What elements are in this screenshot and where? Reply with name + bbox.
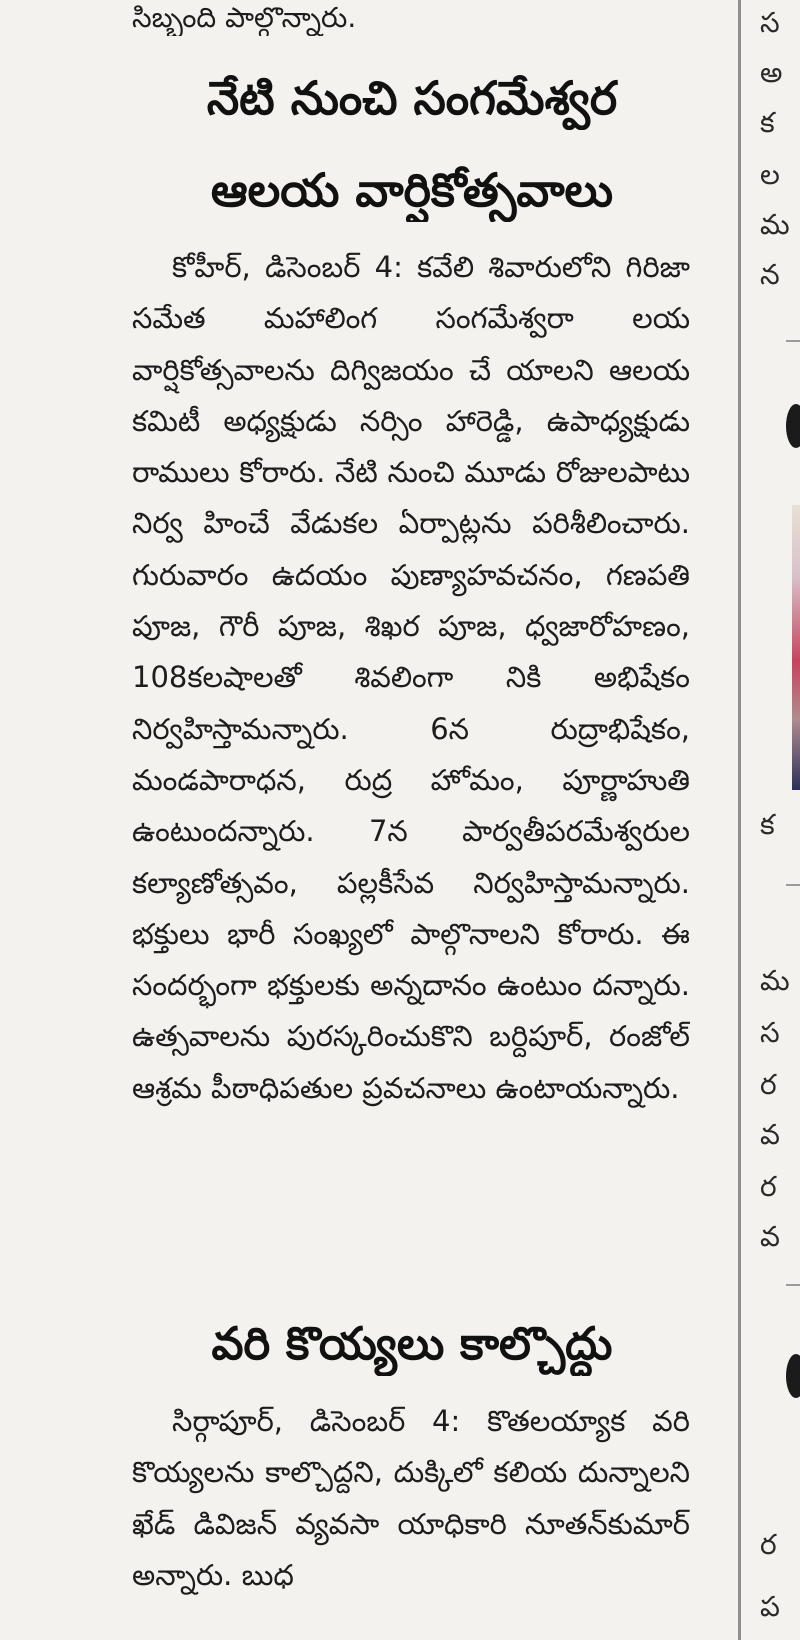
adjacent-glyph: స	[760, 6, 780, 39]
adjacent-glyph: ప	[760, 1590, 780, 1623]
article-column	[132, 0, 692, 1640]
column-divider	[738, 0, 741, 1640]
adjacent-glyph: న	[760, 258, 780, 291]
adjacent-glyph: క	[760, 106, 775, 139]
second-article-body	[132, 1396, 690, 1640]
adjacent-divider	[786, 340, 800, 342]
adjacent-glyph: మ	[760, 964, 790, 997]
article-body	[132, 242, 690, 1282]
adjacent-glyph: ర	[760, 1068, 777, 1101]
second-headline: వరి కొయ్యలు కాల్చొద్దు	[211, 1317, 613, 1370]
adjacent-glyph: వ	[760, 1118, 780, 1151]
adjacent-glyph: స	[760, 1016, 780, 1049]
adjacent-bullet-icon	[786, 1354, 800, 1398]
headline-line-1: నేటి నుంచి సంగమేశ్వర	[206, 71, 618, 125]
adjacent-glyph: అ	[760, 56, 783, 89]
adjacent-glyph: ర	[760, 1170, 777, 1203]
adjacent-glyph: ల	[760, 158, 780, 191]
adjacent-bullet-icon	[786, 404, 800, 448]
adjacent-column-edge	[752, 0, 800, 1640]
adjacent-glyph: ర	[760, 1528, 777, 1561]
previous-article-tail: సిబ్బంది పాల్గొన్నారు.	[132, 1, 357, 34]
adjacent-divider	[786, 884, 800, 886]
second-article-body-text: సిర్గాపూర్, డిసెంబర్ 4: కొతలయ్యాక వరి కొయ్యలను కాల్చొద్దని, దుక్కిలో కలియ దున్నాలని ఖేడ్ డివిజన్ వ్యవసా యాధికారి నూతన్‌కుమార్ అన్నారు. బుధ	[132, 1404, 690, 1592]
adjacent-divider	[786, 1284, 800, 1286]
adjacent-glyph: క	[760, 808, 775, 841]
adjacent-glyph: మ	[760, 208, 790, 241]
adjacent-photo	[792, 505, 800, 790]
adjacent-glyph: వ	[760, 1220, 780, 1253]
headline-line-2: ఆలయ వార్షికోత్సవాలు	[210, 163, 614, 217]
article-body-text: కోహీర్, డిసెంబర్ 4: కవేలి శివారులోని గిరిజా సమేత మహాలింగ సంగమేశ్వరా లయ వార్షికోత్సవాలను దిగ్విజయం చే యాలని ఆలయ కమిటీ అధ్యక్షుడు నర్సిం హారెడ్డి, ఉపాధ్యక్షుడు రాములు కోరారు. నేటి నుంచి మూడు రోజులపాటు నిర్వ హించే వేడుకల ఏర్పాట్లను పరిశీలించారు. గురువారం ఉదయం పుణ్యాహవచనం, గణపతి పూజ, గౌరీ పూజ, శిఖర పూజ, ధ్వజారోహణం, 108కలషాలతో శివలింగా నికి అభిషేకం నిర్వహిస్తామన్నారు. 6న రుద్రాభిషేకం, మండపారాధన, రుద్ర హోమం, పూర్ణాహుతి ఉంటుందన్నారు. 7న పార్వతీపరమేశ్వరుల కల్యాణోత్సవం, పల్లకీసేవ నిర్వహిస్తామన్నారు. భక్తులు భారీ సంఖ్యలో పాల్గొనాలని కోరారు. ఈ సందర్భంగా భక్తులకు అన్నదానం ఉంటుం దన్నారు. ఉత్సవాలను పురస్కరించుకొని బర్దిపూర్, రంజోల్ ఆశ్రమ పీఠాధిపతుల ప్రవచనాలు ఉంటాయన్నారు.	[132, 250, 690, 1105]
